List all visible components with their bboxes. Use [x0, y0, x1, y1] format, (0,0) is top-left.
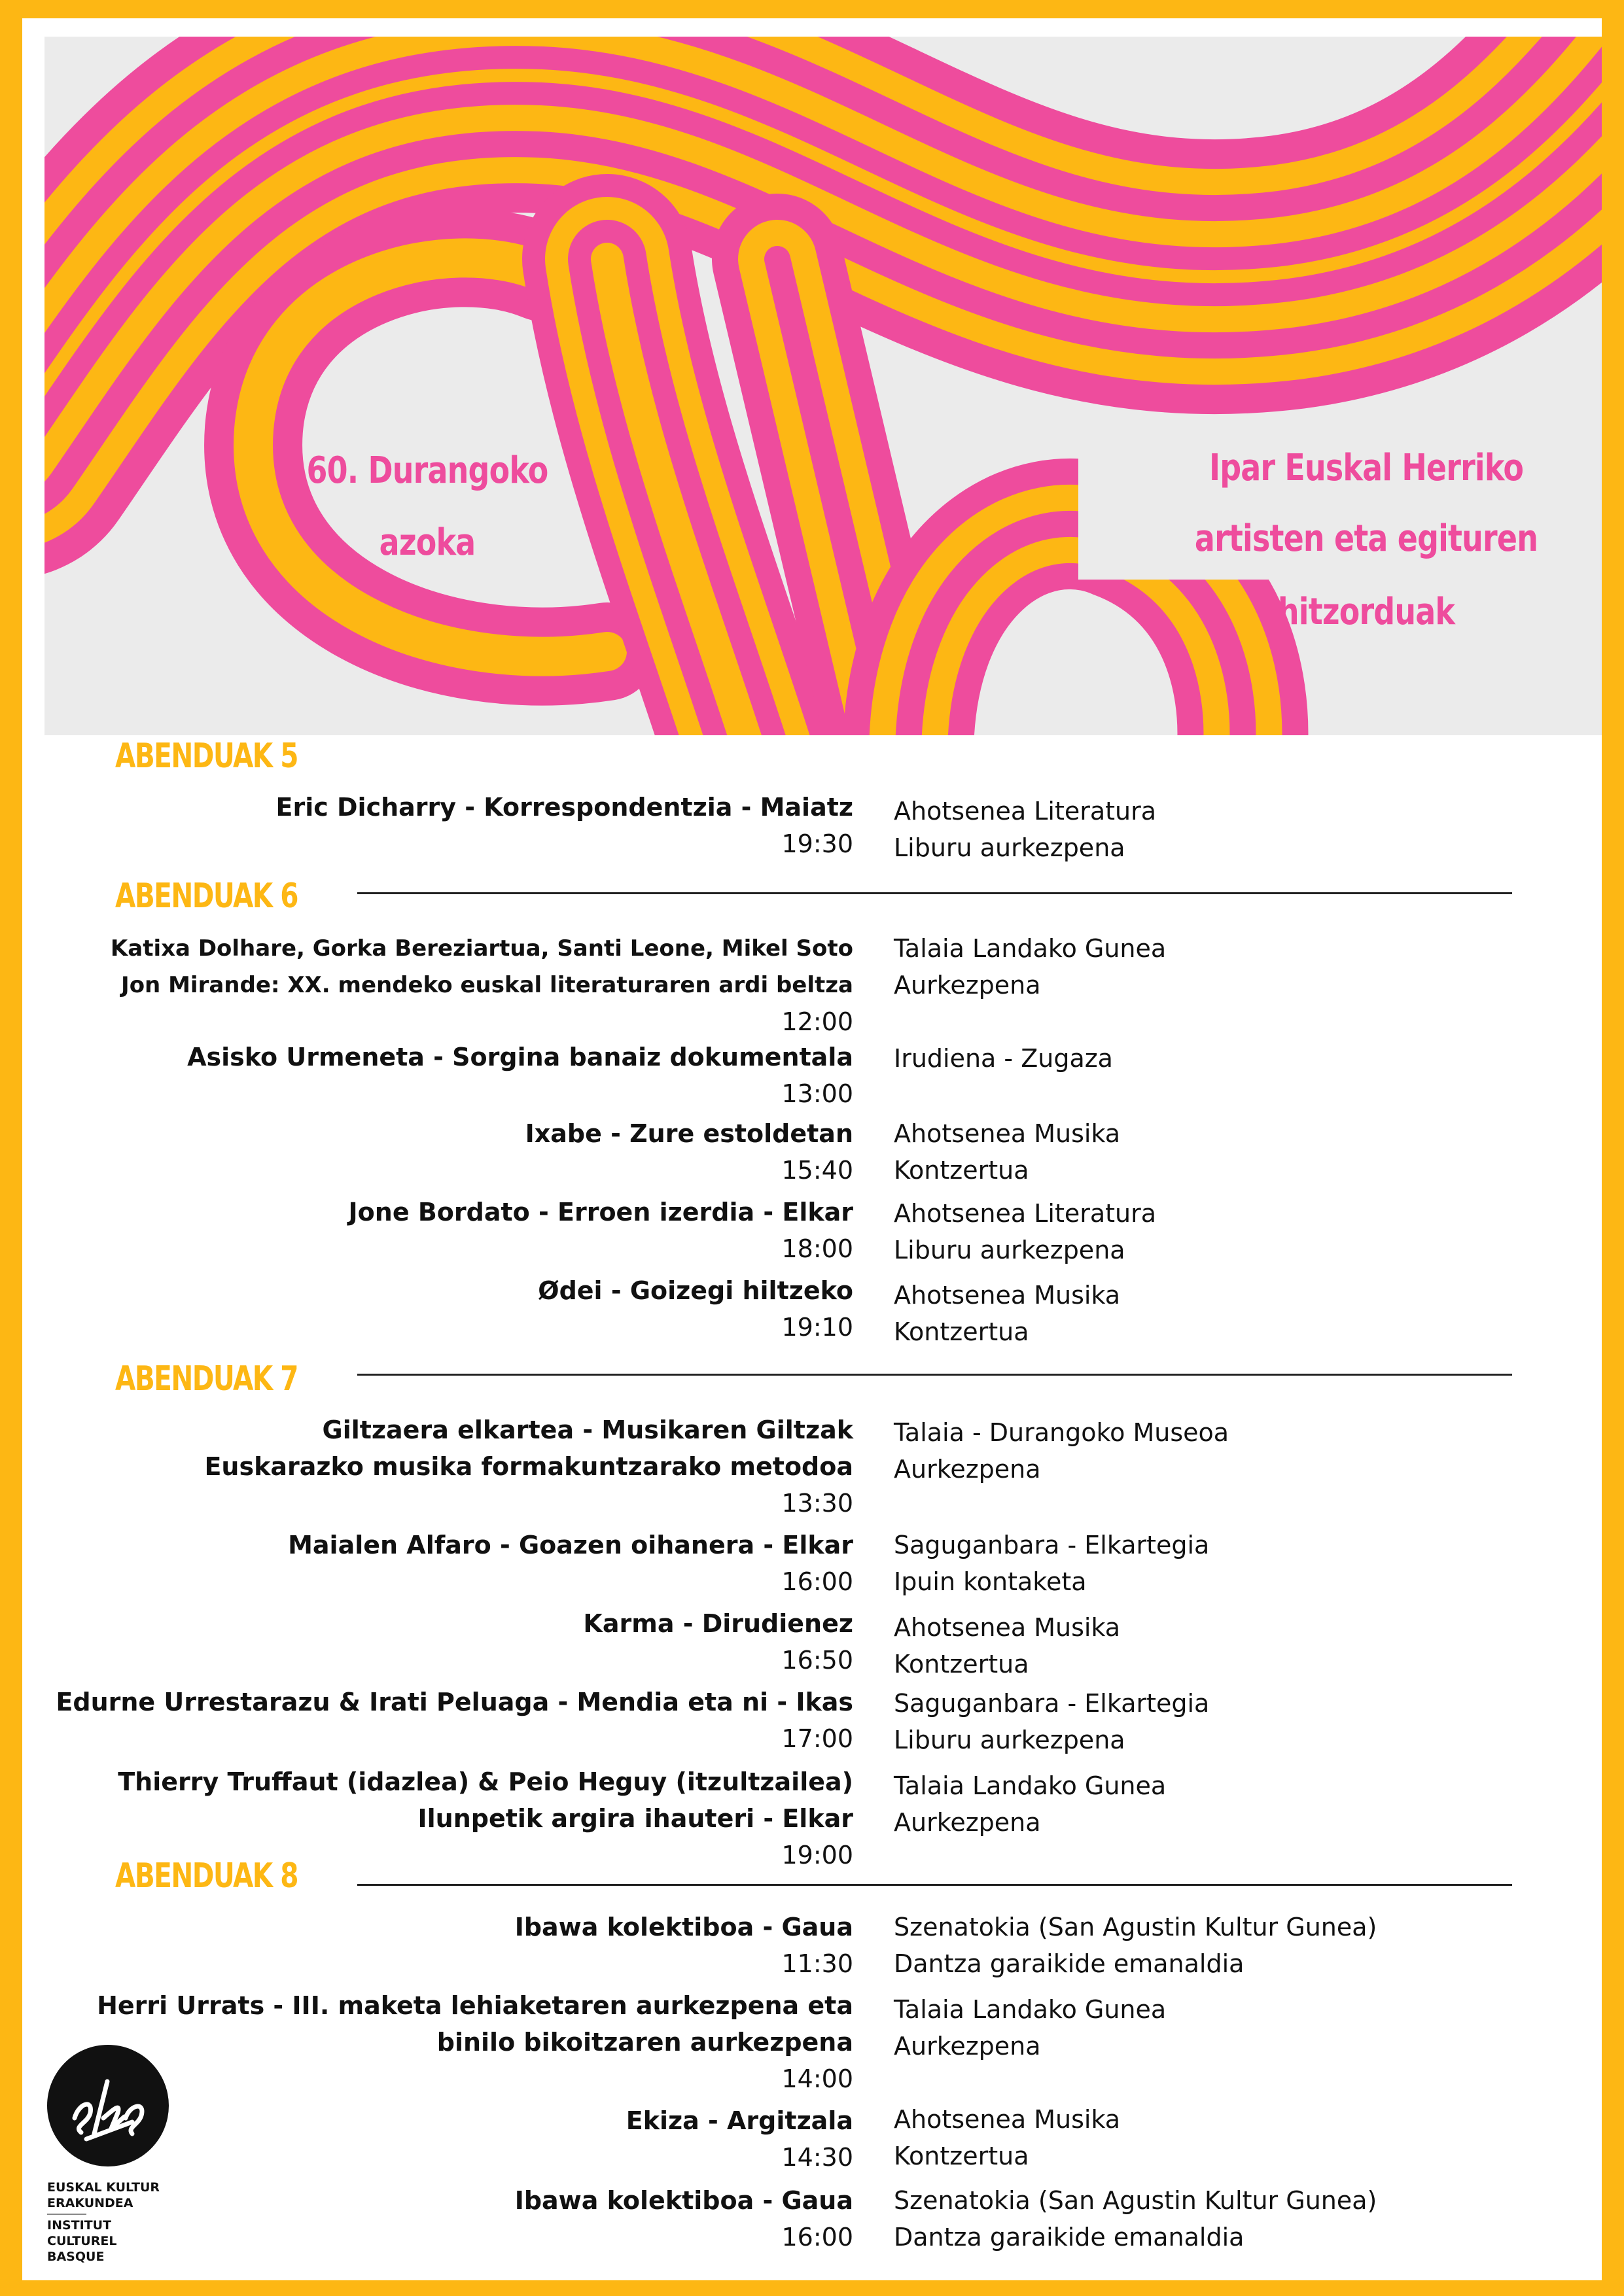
event-details	[538, 1272, 853, 1346]
banner	[44, 37, 1624, 735]
event-type: Kontzertua	[894, 1650, 1029, 1679]
event-time: 19:00	[781, 1841, 853, 1870]
event-time: 17:00	[781, 1724, 853, 1753]
event-title: Giltzaera elkartea - Musikaren Giltzak	[322, 1416, 853, 1444]
venue-name: Szenatokia (San Agustin Kultur Gunea)	[894, 2186, 1377, 2215]
event-venue	[894, 1685, 1209, 1758]
event-title: Eric Dicharry - Korrespondentzia - Maiatz	[275, 793, 853, 822]
section-divider	[357, 1374, 1512, 1376]
event-venue	[894, 1527, 1209, 1600]
event-subtitle: Euskarazko musika formakuntzarako metodoa	[204, 1452, 853, 1481]
fair-title-line: azoka	[379, 521, 476, 564]
event-type: Liburu aurkezpena	[894, 1726, 1125, 1754]
event-subtitle: Ilunpetik argira ihauteri - Elkar	[417, 1804, 853, 1833]
venue-name: Ahotsenea Musika	[894, 1119, 1121, 1148]
event-subtitle: Jon Mirande: XX. mendeko euskal literaturaren ardi beltza	[121, 972, 853, 998]
event-venue	[894, 1195, 1156, 1268]
event-venue	[894, 930, 1166, 1003]
event-details	[349, 1194, 853, 1267]
event-details	[626, 2102, 853, 2176]
event-details	[515, 1909, 853, 1982]
event-time: 19:10	[781, 1313, 853, 1342]
event-subtitle-line: artisten eta egituren hitzorduak	[1194, 517, 1538, 633]
venue-name: Ahotsenea Musika	[894, 1281, 1121, 1310]
event-type: Dantza garaikide emanaldia	[894, 1949, 1244, 1978]
event-time: 16:50	[781, 1646, 853, 1675]
event-venue	[894, 793, 1156, 866]
event-venue	[894, 1991, 1166, 2064]
event-venue	[894, 1609, 1120, 1682]
event-details	[515, 2182, 853, 2255]
event-type: Kontzertua	[894, 1317, 1029, 1346]
event-details	[288, 1527, 853, 1600]
event-title: Jone Bordato - Erroen izerdia - Elkar	[348, 1198, 853, 1226]
event-type: Liburu aurkezpena	[894, 1236, 1125, 1264]
day-heading: ABENDUAK 5	[115, 737, 298, 776]
event-details	[525, 1115, 853, 1189]
organization-logo	[47, 2045, 178, 2265]
event-venue	[894, 1040, 1113, 1077]
org-name-fr-line: BASQUE	[47, 2250, 105, 2264]
event-time: 16:00	[781, 2223, 853, 2252]
event-details	[56, 1684, 853, 1757]
event-type: Kontzertua	[894, 1156, 1029, 1185]
venue-name: Talaia Landako Gunea	[894, 934, 1167, 963]
venue-name: Ahotsenea Musika	[894, 2105, 1121, 2134]
day-heading: ABENDUAK 7	[115, 1359, 298, 1399]
event-title: Ekiza - Argitzala	[626, 2106, 853, 2135]
organization-name	[47, 2180, 178, 2265]
event-subtitle: binilo bikoitzaren aurkezpena	[436, 2028, 853, 2057]
org-name-line: ERAKUNDEA	[47, 2196, 133, 2210]
fair-title-line: 60. Durangoko	[306, 449, 548, 492]
section-divider	[357, 1884, 1512, 1886]
event-type: Aurkezpena	[894, 971, 1041, 1000]
fair-title	[277, 434, 577, 580]
event-venue	[894, 1909, 1377, 1982]
event-subtitle	[1120, 432, 1613, 649]
event-time: 14:00	[781, 2064, 853, 2093]
event-type: Ipuin kontaketa	[894, 1567, 1087, 1596]
event-time: 11:30	[781, 1949, 853, 1978]
event-title: Ødei - Goizegi hiltzeko	[538, 1276, 853, 1305]
venue-name: Ahotsenea Literatura	[894, 797, 1157, 826]
event-venue	[894, 1414, 1229, 1487]
event-time: 13:30	[781, 1489, 853, 1518]
event-venue	[894, 1767, 1166, 1841]
section-divider	[357, 892, 1512, 894]
day-heading: ABENDUAK 6	[115, 877, 298, 916]
event-title: Ibawa kolektiboa - Gaua	[514, 1913, 853, 1941]
event-venue	[894, 2182, 1377, 2255]
venue-name: Talaia Landako Gunea	[894, 1995, 1167, 2024]
event-title: Ibawa kolektiboa - Gaua	[514, 2186, 853, 2215]
event-type: Liburu aurkezpena	[894, 833, 1125, 862]
event-title: Edurne Urrestarazu & Irati Peluaga - Mendia eta ni - Ikas	[56, 1688, 853, 1716]
event-title: Asisko Urmeneta - Sorgina banaiz dokumentala	[187, 1043, 853, 1071]
venue-name: Irudiena - Zugaza	[894, 1044, 1113, 1073]
event-title: Thierry Truffaut (idazlea) & Peio Heguy (itzultzailea)	[118, 1767, 853, 1796]
org-name-fr-line: INSTITUT CULTUREL	[47, 2218, 117, 2248]
event-type: Aurkezpena	[894, 1455, 1041, 1484]
event-type: Dantza garaikide emanaldia	[894, 2223, 1244, 2252]
event-time: 13:00	[781, 1079, 853, 1108]
event-details	[276, 789, 853, 862]
ekie-logo-icon	[47, 2045, 169, 2166]
event-time: 14:30	[781, 2143, 853, 2172]
event-title: Karma - Dirudienez	[583, 1609, 853, 1638]
venue-name: Ahotsenea Literatura	[894, 1199, 1157, 1228]
event-details	[97, 1987, 853, 2097]
event-subtitle-line: Ipar Euskal Herriko	[1209, 447, 1524, 489]
event-type: Aurkezpena	[894, 1808, 1041, 1837]
event-title: Herri Urrats - III. maketa lehiaketaren aurkezpena eta	[97, 1991, 853, 2020]
day-heading: ABENDUAK 8	[115, 1856, 298, 1896]
event-details	[583, 1605, 853, 1679]
event-details	[204, 1412, 853, 1522]
event-details	[187, 1039, 853, 1112]
venue-name: Saguganbara - Elkartegia	[894, 1531, 1210, 1559]
org-name-line: EUSKAL KULTUR	[47, 2180, 160, 2195]
venue-name: Talaia Landako Gunea	[894, 1771, 1167, 1800]
event-type: Kontzertua	[894, 2142, 1029, 2170]
venue-name: Ahotsenea Musika	[894, 1613, 1121, 1642]
event-time: 18:00	[781, 1234, 853, 1263]
event-title: Ixabe - Zure estoldetan	[525, 1119, 853, 1148]
event-venue	[894, 1115, 1120, 1189]
org-name-divider	[47, 2214, 86, 2215]
event-time: 12:00	[781, 1007, 853, 1036]
event-venue	[894, 1277, 1120, 1350]
event-type: Aurkezpena	[894, 2032, 1041, 2061]
event-title: Katixa Dolhare, Gorka Bereziartua, Santi Leone, Mikel Soto	[110, 935, 853, 962]
event-time: 16:00	[781, 1567, 853, 1596]
venue-name: Szenatokia (San Agustin Kultur Gunea)	[894, 1913, 1377, 1941]
venue-name: Talaia - Durangoko Museoa	[894, 1418, 1229, 1447]
event-details	[111, 930, 853, 1040]
event-time: 19:30	[781, 829, 853, 858]
event-time: 15:40	[781, 1156, 853, 1185]
event-title: Maialen Alfaro - Goazen oihanera - Elkar	[288, 1531, 853, 1559]
venue-name: Saguganbara - Elkartegia	[894, 1689, 1210, 1718]
event-venue	[894, 2101, 1120, 2174]
